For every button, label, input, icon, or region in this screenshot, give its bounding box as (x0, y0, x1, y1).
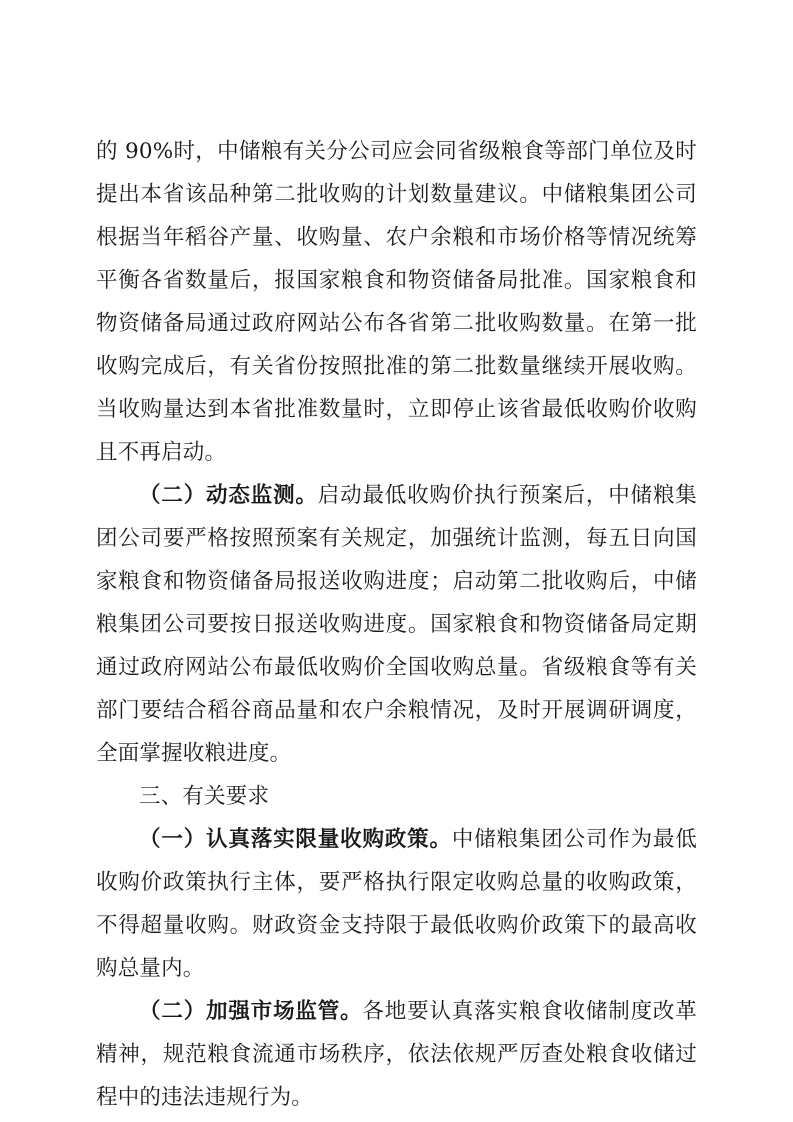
para-dynamic-monitoring-segment-0: （二）动态监测。 (139, 483, 318, 508)
para-implement-policy (96, 818, 697, 990)
para-dynamic-monitoring (96, 474, 697, 775)
para-implement-policy-segment-0: （一）认真落实限量收购政策。 (139, 827, 452, 852)
para-market-supervision-segment-0: （二）加强市场监管。 (139, 999, 363, 1024)
para-market-supervision (96, 990, 697, 1119)
para-dynamic-monitoring-segment-1: 启动最低收购价执行预案后，中储粮集团公司要严格按照预案有关规定，加强统计监测，每五日向国家粮食和物资储备局报送收购进度；启动第二批收购后，中储粮集团公司要按日报送收购进度。国家粮食和物资储备局定期通过政府网站公布最低收购价全国收购总量。省级粮食等有关部门要结合稻谷商品量和农户余粮情况，及时开展调研调度，全面掌握收粮进度。 (96, 483, 697, 766)
document-body (96, 130, 697, 1119)
heading-section-three-segment-0: 三、有关要求 (139, 784, 270, 809)
para-continuation (96, 130, 697, 474)
para-implement-policy-segment-1: 中储粮集团公司作为最低收购价政策执行主体，要严格执行限定收购总量的收购政策，不得超量收购。财政资金支持限于最低收购价政策下的最高收购总量内。 (96, 827, 697, 981)
para-market-supervision-segment-1: 各地要认真落实粮食收储制度改革精神，规范粮食流通市场秩序，依法依规严厉查处粮食收储过程中的违法违规行为。 (96, 999, 697, 1110)
heading-section-three (96, 775, 697, 818)
para-continuation-segment-0: 的 90%时，中储粮有关分公司应会同省级粮食等部门单位及时提出本省该品种第二批收购的计划数量建议。中储粮集团公司根据当年稻谷产量、收购量、农户余粮和市场价格等情况统筹平衡各省数量后，报国家粮食和物资储备局批准。国家粮食和物资储备局通过政府网站公布各省第二批收购数量。在第一批收购完成后，有关省份按照批准的第二批数量继续开展收购。当收购量达到本省批准数量时，立即停止该省最低收购价收购且不再启动。 (96, 139, 697, 465)
